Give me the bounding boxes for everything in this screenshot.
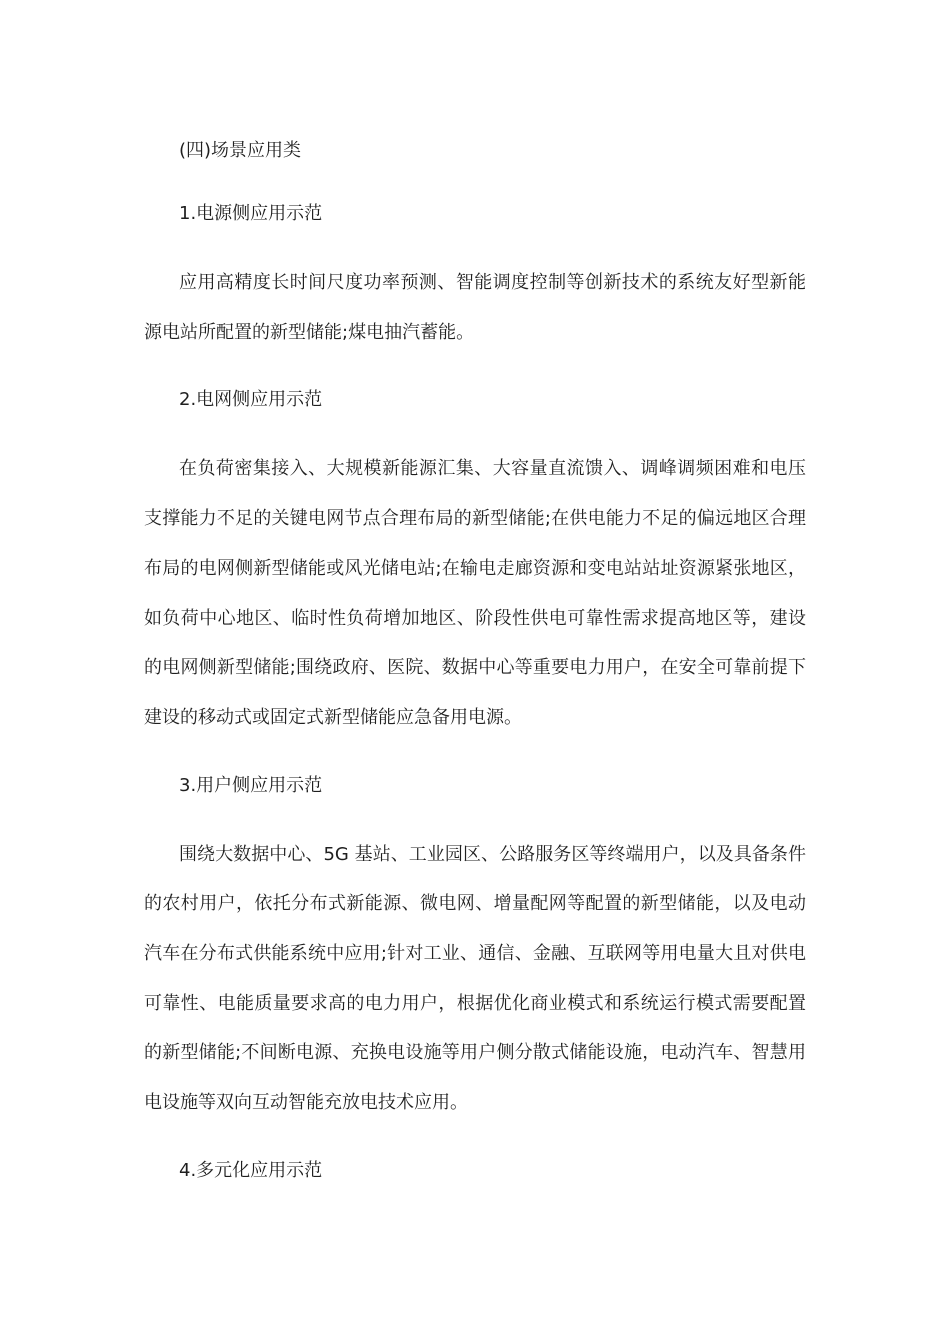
section-title: (四)场景应用类 xyxy=(179,140,302,161)
spacer xyxy=(144,357,806,376)
subsection-heading-4: 4.多元化应用示范 xyxy=(179,1159,323,1181)
document-content xyxy=(144,130,806,1195)
subsection-heading-2: 2.电网侧应用示范 xyxy=(179,389,323,411)
spacer xyxy=(144,424,806,444)
subsection-paragraph-1: 应用高精度长时间尺度功率预测、智能调度控制等创新技术的系统友好型新能源电站所配置的新型储能;煤电抽汽蓄能。 xyxy=(144,272,806,343)
subsection-paragraph-3: 围绕大数据中心、5G 基站、工业园区、公路服务区等终端用户，以及具备条件的农村用户，依托分布式新能源、微电网、增量配网等配置的新型储能，以及电动汽车在分布式供能系统中应用;针对工业、通信、金融、互联网等用电量大且对供电可靠性、电能质量要求高的电力用户，根据优化商业模式和系统运行模式需要配置的新型储能;不间断电源、充换电设施等用户侧分散式储能设施，电动汽车、智慧用电设施等双向互动智能充放电技术应用。 xyxy=(144,843,806,1114)
spacer xyxy=(144,810,806,830)
spacer xyxy=(144,172,806,190)
subsection-heading-3: 3.用户侧应用示范 xyxy=(179,774,323,796)
subsection-paragraph-2: 在负荷密集接入、大规模新能源汇集、大容量直流馈入、调峰调频困难和电压支撑能力不足的关键电网节点合理布局的新型储能;在供电能力不足的偏远地区合理布局的电网侧新型储能或风光储电站;在输电走廊资源和变电站站址资源紧张地区，如负荷中心地区、临时性负荷增加地区、阶段性供电可靠性需求提高地区等，建设的电网侧新型储能;围绕政府、医院、数据中心等重要电力用户，在安全可靠前提下建设的移动式或固定式新型储能应急备用电源。 xyxy=(144,458,806,728)
spacer xyxy=(144,743,806,762)
subsection-heading-1: 1.电源侧应用示范 xyxy=(179,203,323,224)
spacer xyxy=(144,1128,806,1147)
spacer xyxy=(144,238,806,258)
